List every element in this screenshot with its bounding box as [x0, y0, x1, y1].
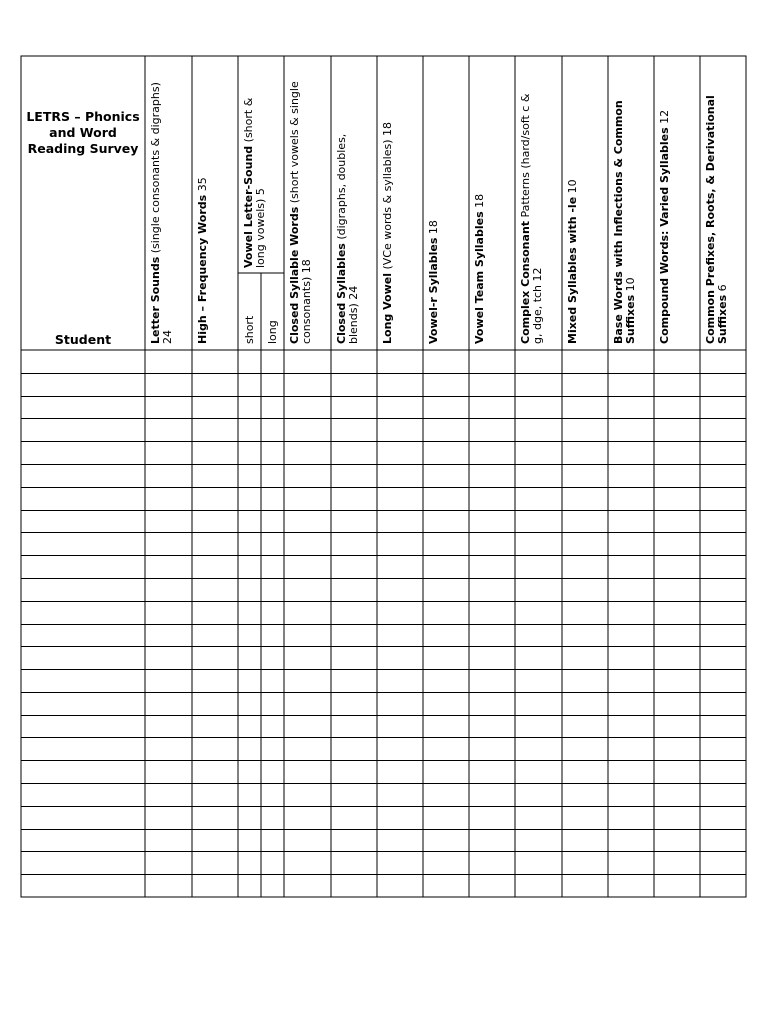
- column-header: [473, 194, 486, 344]
- column-header-line: Base Words with Inflections & Common: [612, 100, 625, 344]
- column-header: [612, 100, 637, 344]
- column-header-line: Closed Syllable Words (short vowels & single: [288, 81, 301, 344]
- column-header: [196, 177, 209, 344]
- short-subcolumn-label: short: [243, 315, 256, 344]
- column-header-line: Long Vowel (VCe words & syllables) 18: [381, 122, 394, 344]
- column-header: [658, 110, 671, 344]
- survey-title-line: Reading Survey: [27, 141, 139, 156]
- column-header-line: Mixed Syllables with -le 10: [566, 179, 579, 344]
- column-header-line: g, dge, tch 12: [531, 267, 544, 344]
- column-header: [427, 220, 440, 344]
- column-header-line: 24: [161, 330, 174, 344]
- column-header: [288, 81, 313, 344]
- column-header-line: blends) 24: [347, 285, 360, 344]
- column-header-line: Suffixes 10: [624, 277, 637, 344]
- column-header-line: Complex Consonant Patterns (hard/soft c &: [519, 93, 532, 344]
- column-header-line: Compound Words: Varied Syllables 12: [658, 109, 671, 344]
- survey-title-line: and Word: [49, 125, 117, 140]
- column-header-line: High – Frequency Words 35: [196, 177, 209, 344]
- column-header: [381, 122, 394, 344]
- column-header: [519, 93, 544, 344]
- column-header-line: Vowel Letter-Sound (short &: [242, 97, 255, 268]
- column-header-line: Closed Syllables (digraphs, doubles,: [335, 133, 348, 344]
- column-header: [335, 134, 360, 344]
- long-subcolumn-label: long: [266, 320, 279, 344]
- column-header: [566, 179, 579, 344]
- column-header-line: Suffixes 6: [716, 284, 729, 344]
- survey-title-line: LETRS – Phonics: [26, 109, 140, 124]
- column-header: [704, 95, 729, 344]
- column-header: [242, 97, 267, 268]
- column-header-line: long vowels) 5: [254, 188, 267, 268]
- column-header-line: consonants) 18: [300, 259, 313, 344]
- column-header-line: Common Prefixes, Roots, & Derivational: [704, 95, 717, 344]
- student-column-label: Student: [54, 332, 112, 347]
- column-header-line: Letter Sounds (single consonants & digraphs): [149, 82, 162, 344]
- column-header: [149, 82, 174, 344]
- column-header-line: Vowel-r Syllables 18: [427, 220, 440, 344]
- column-header-line: Vowel Team Syllables 18: [473, 193, 486, 344]
